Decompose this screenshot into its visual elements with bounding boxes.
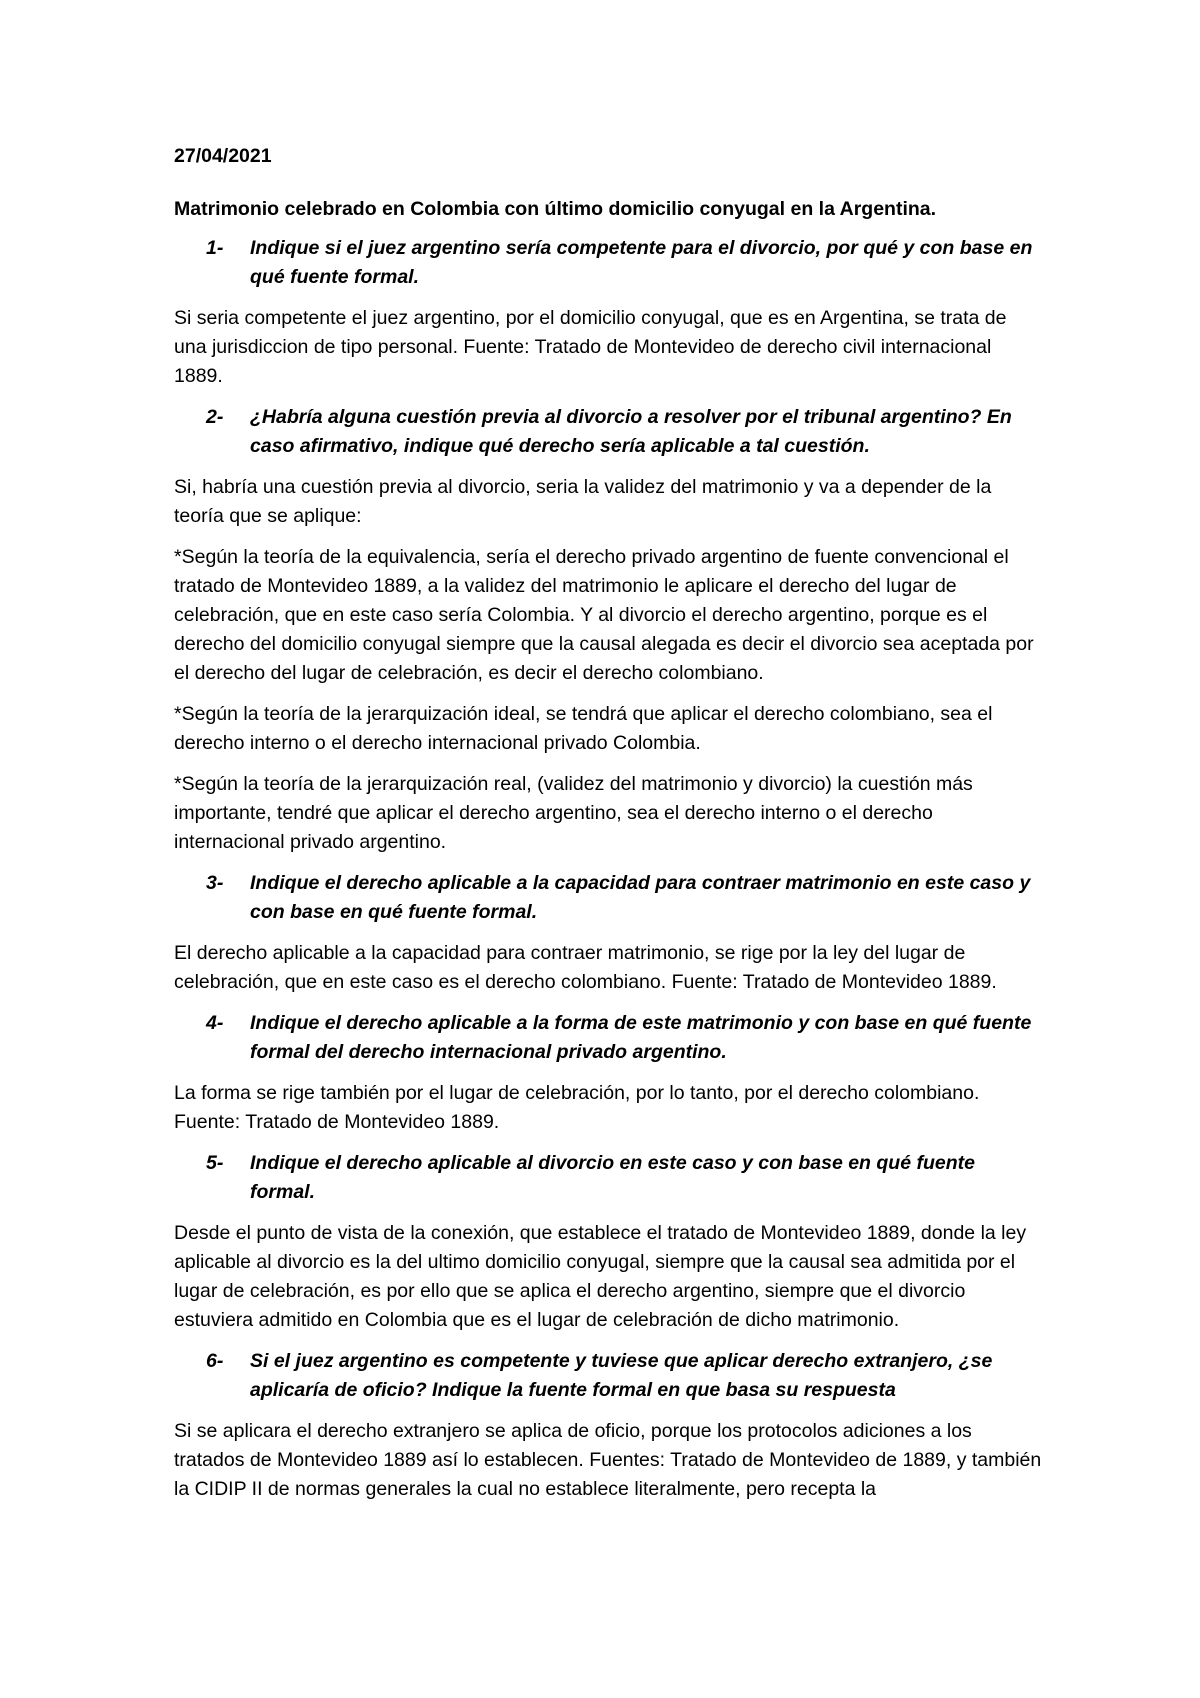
- question-number: 4-: [206, 1012, 224, 1034]
- document-subtitle: Matrimonio celebrado en Colombia con último domicilio conyugal en la Argentina.: [174, 198, 937, 220]
- answer-paragraph: *Según la teoría de la jerarquización ideal, se tendrá que aplicar el derecho colombiano, sea el derecho interno o el derecho internacional privado Colombia.: [174, 703, 993, 754]
- question-5: [174, 1149, 1044, 1207]
- answer-paragraph: Si seria competente el juez argentino, por el domicilio conyugal, que es en Argentina, se trata de una jurisdiccion de tipo personal. Fuente: Tratado de Montevideo de derecho civil internacional 1889.: [174, 307, 1007, 387]
- question-6: [174, 1347, 1044, 1405]
- question-text: Indique el derecho aplicable a la forma de este matrimonio y con base en qué fuente formal del derecho internacional privado argentino.: [250, 1012, 1032, 1063]
- question-2: [174, 403, 1044, 461]
- question-4: [174, 1009, 1044, 1067]
- document-page: [174, 142, 1044, 1516]
- answer-paragraph: Si se aplicara el derecho extranjero se aplica de oficio, porque los protocolos adiciones a los tratados de Montevideo 1889 así lo establecen. Fuentes: Tratado de Montevideo de 1889, y también la CIDIP II de normas generales la cual no establece literalmente, pero recepta la: [174, 1420, 1042, 1500]
- question-text: ¿Habría alguna cuestión previa al divorcio a resolver por el tribunal argentino? En caso afirmativo, indique qué derecho sería aplicable a tal cuestión.: [250, 406, 1012, 457]
- answer-paragraph: *Según la teoría de la jerarquización real, (validez del matrimonio y divorcio) la cuestión más importante, tendré que aplicar el derecho argentino, sea el derecho interno o el derecho internacional privado argentino.: [174, 773, 973, 853]
- answer-paragraph: Si, habría una cuestión previa al divorcio, seria la validez del matrimonio y va a depender de la teoría que se aplique:: [174, 476, 992, 527]
- question-number: 1-: [206, 237, 224, 259]
- question-number: 3-: [206, 872, 224, 894]
- question-1: [174, 234, 1044, 292]
- answer-paragraph: *Según la teoría de la equivalencia, sería el derecho privado argentino de fuente convencional el tratado de Montevideo 1889, a la validez del matrimonio le aplicare el derecho del lugar de celebración, que en este caso sería Colombia. Y al divorcio el derecho argentino, porque es el derecho del domicilio conyugal siempre que la causal alegada es decir el divorcio sea aceptada por el derecho del lugar de celebración, es decir el derecho colombiano.: [174, 546, 1034, 684]
- question-text: Indique si el juez argentino sería competente para el divorcio, por qué y con base en qué fuente formal.: [250, 237, 1033, 288]
- answer-paragraph: El derecho aplicable a la capacidad para contraer matrimonio, se rige por la ley del lugar de celebración, que en este caso es el derecho colombiano. Fuente: Tratado de Montevideo 1889.: [174, 942, 997, 993]
- question-number: 6-: [206, 1350, 224, 1372]
- question-number: 2-: [206, 406, 224, 428]
- answer-paragraph: La forma se rige también por el lugar de celebración, por lo tanto, por el derecho colombiano. Fuente: Tratado de Montevideo 1889.: [174, 1082, 980, 1133]
- document-date: 27/04/2021: [174, 145, 272, 167]
- question-text: Indique el derecho aplicable al divorcio en este caso y con base en qué fuente formal.: [250, 1152, 975, 1203]
- question-text: Si el juez argentino es competente y tuviese que aplicar derecho extranjero, ¿se aplicaría de oficio? Indique la fuente formal en que basa su respuesta: [250, 1350, 993, 1401]
- question-text: Indique el derecho aplicable a la capacidad para contraer matrimonio en este caso y con base en qué fuente formal.: [250, 872, 1031, 923]
- answer-paragraph: Desde el punto de vista de la conexión, que establece el tratado de Montevideo 1889, donde la ley aplicable al divorcio es la del ultimo domicilio conyugal, siempre que la causal sea admitida por el lugar de celebración, es por ello que se aplica el derecho argentino, siempre que el divorcio estuviera admitido en Colombia que es el lugar de celebración de dicho matrimonio.: [174, 1222, 1027, 1331]
- question-number: 5-: [206, 1152, 224, 1174]
- question-3: [174, 869, 1044, 927]
